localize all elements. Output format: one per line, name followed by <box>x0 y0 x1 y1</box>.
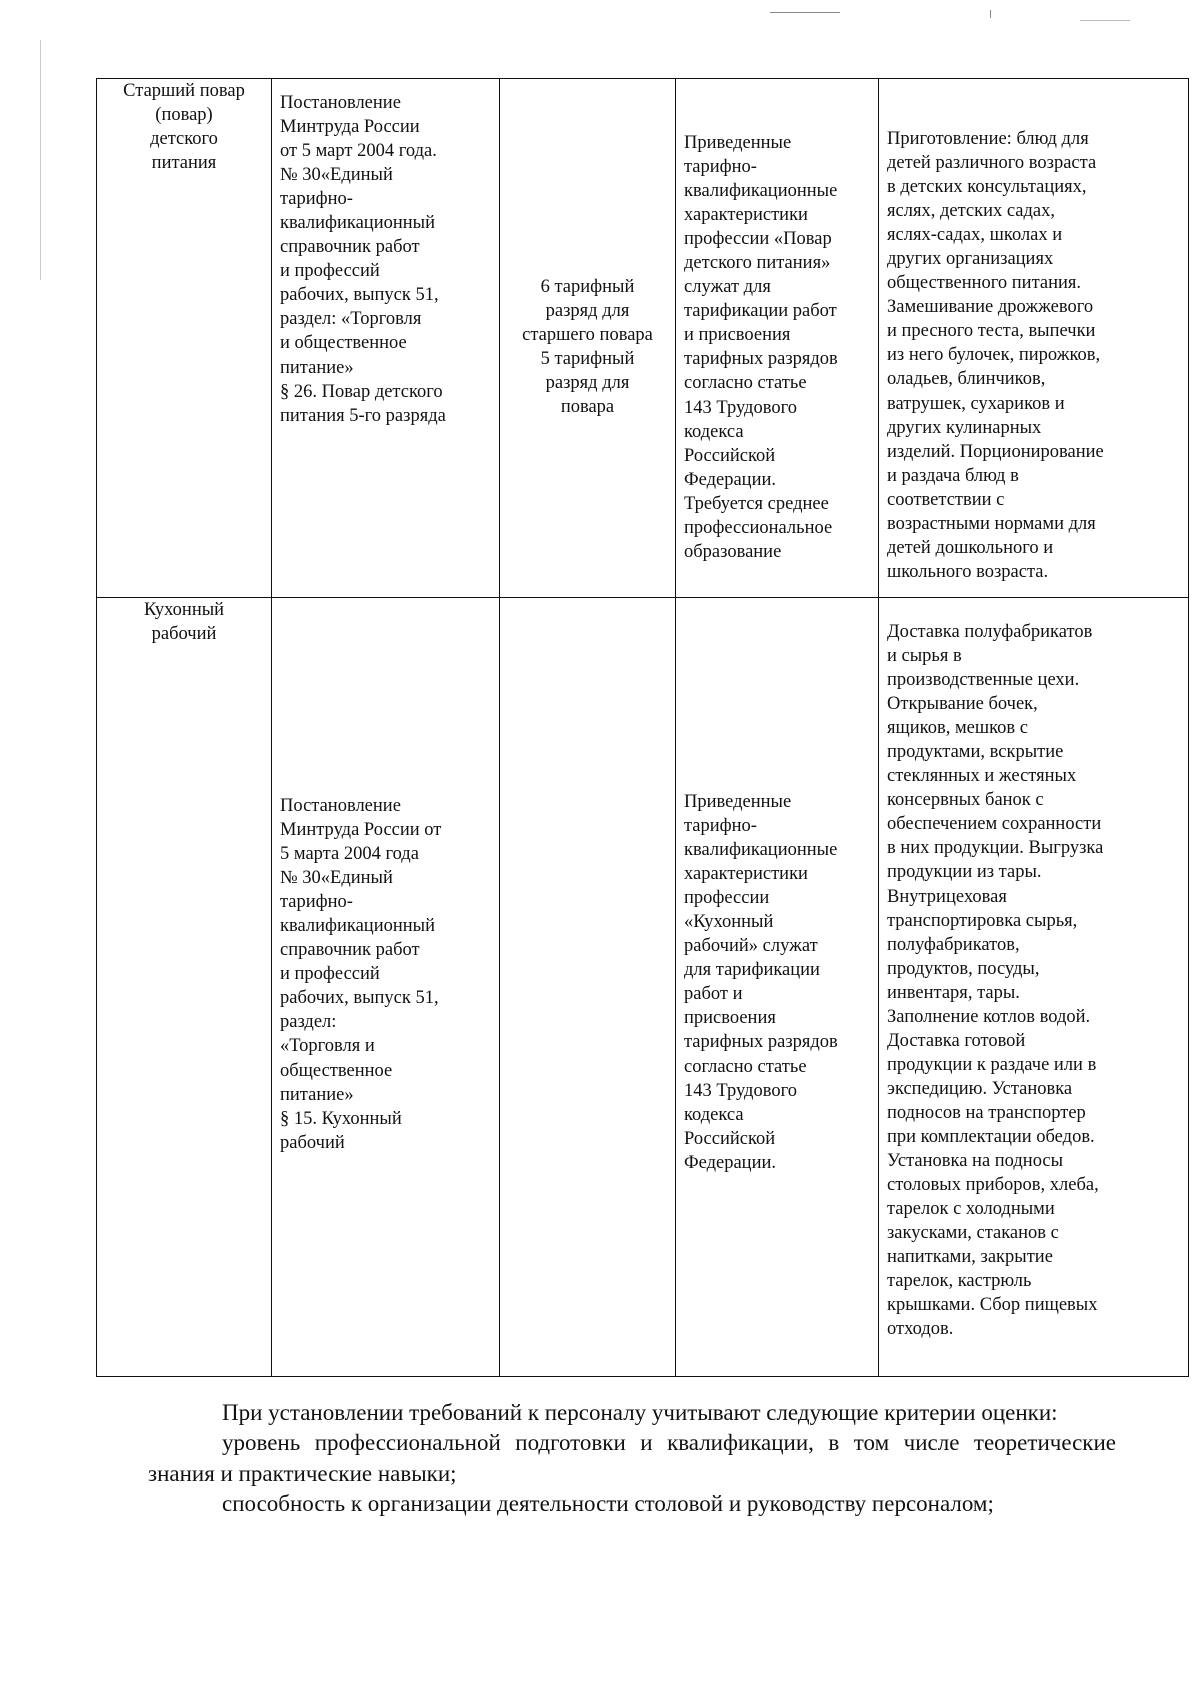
tariff-rank-cell <box>500 79 676 598</box>
duties-cell <box>879 598 1189 1377</box>
scan-mark <box>1080 20 1130 21</box>
duties-text: Доставка полуфабрикатов и сырья в производственные цехи. Открывание бочек, ящиков, мешков с продуктами, вскрытие стеклянных и жестяных консервных банок с обеспечением сохранности в них продукции. Выгрузка продукции из тары. Внутрицеховая транспортировка сырья, полуфабрикатов, продуктов, посуды, инвентаря, тары. Заполнение котлов водой. Доставка готовой продукции к раздаче или в экспедицию. Установка подносов на транспортер при комплектации обедов. Установка на подносы столовых приборов, хлеба, тарелок с холодными закусками, стаканов с напитками, закрытие тарелок, кастрюль крышками. Сбор пищевых отходов. <box>887 622 1104 1340</box>
paragraph: уровень профессиональной подготовки и квалификации, в том числе теоретические знания и практические навыки; <box>148 1430 1116 1486</box>
tariff-rank-text: 6 тарифный разряд для старшего повара 5 тарифный разряд для повара <box>522 277 653 418</box>
paragraph: способность к организации деятельности столовой и руководству персоналом; <box>222 1491 994 1517</box>
requirements-table <box>96 78 1189 1377</box>
scan-mark <box>40 40 41 280</box>
position-text: Кухонный рабочий <box>143 600 225 645</box>
paragraph: При установлении требований к персоналу учитывают следующие критерии оценки: <box>222 1400 1058 1425</box>
table-row <box>97 79 1189 598</box>
position-cell <box>97 79 272 598</box>
characteristics-cell <box>676 598 879 1377</box>
table-row <box>97 598 1189 1377</box>
characteristics-text: Приведенные тарифно- квалификационные характеристики профессии «Кухонный рабочий» служат для тарификации работ и присвоения тарифных разрядов согласно статье 143 Трудового кодекса Российской Федерации. <box>684 792 838 1173</box>
characteristics-text: Приведенные тарифно- квалификационные характеристики профессии «Повар детского питания» служат для тарификации работ и присвоения тарифных разрядов согласно статье 143 Трудового кодекса Российской Федерации. Требуется среднее профессиональное образование <box>684 133 838 562</box>
position-cell <box>97 598 272 1377</box>
regulation-cell <box>272 598 500 1377</box>
position-text: Старший повар (повар) детского питания <box>123 81 245 174</box>
regulation-text: Постановление Минтруда России от 5 март 2004 года. № 30«Единый тарифно- квалификационный справочник работ и профессий рабочих, выпуск 51, раздел: «Торговля и общественное питание» § 26. Повар детского питания 5-го разряда <box>280 93 446 426</box>
scan-mark <box>990 10 991 18</box>
tariff-rank-cell <box>500 598 676 1377</box>
regulation-text: Постановление Минтруда России от 5 марта 2004 года № 30«Единый тарифно- квалификационный справочник работ и профессий рабочих, выпуск 51, раздел: «Торговля и общественное питание» § 15. Кухонный рабочий <box>280 796 442 1153</box>
duties-text: Приготовление: блюд для детей различного возраста в детских консультациях, яслях, детских садах, яслях-садах, школах и других организациях общественного питания. Замешивание дрожжевого и пресного теста, выпечки из него булочек, пирожков, оладьев, блинчиков, ватрушек, сухариков и других кулинарных изделий. Порционирование и раздача блюд в соответствии с возрастными нормами для детей дошкольного и школьного возраста. <box>887 129 1104 582</box>
body-text <box>148 1398 1116 1519</box>
characteristics-cell <box>676 79 879 598</box>
scan-mark <box>770 12 840 13</box>
regulation-cell <box>272 79 500 598</box>
duties-cell <box>879 79 1189 598</box>
